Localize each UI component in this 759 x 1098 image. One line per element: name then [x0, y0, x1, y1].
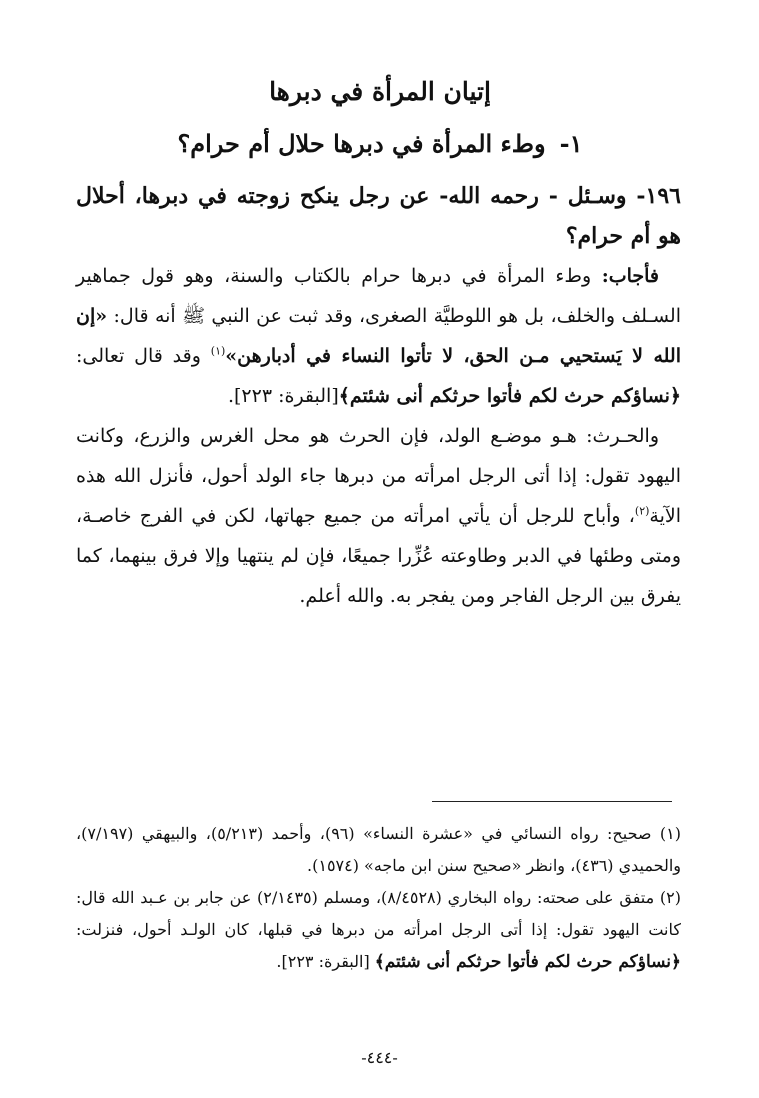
footnote-2-text-a: (٢) متفق على صحته: رواه البخاري (٨/٤٥٢٨)، ومسلم (٢/١٤٣٥) عن جابر بن عـبد الله قال: كانت اليهود تقول: إذا أتى الرجل امرأته من دبرها في قبلها، كان الولـد أحول، فنزلت: — [76, 888, 682, 939]
page-number: -٤٤٤- — [361, 1048, 398, 1067]
answer-text-2b: ، وأباح للرجل أن يأتي امرأته من جميع جهاتها، لكن في الفرج خاصـة، ومتى وطئها في الدبر وطاوعته عُزِّرا جميعًا، فإن لم ينتهيا وإلا فرق بينهما، كما يفرق بين الرجل الفاجر ومن يفجر به. والله أعلم. — [76, 505, 681, 607]
answer-text-2a: والحـرث: هـو موضـع الولد، فإن الحرث هو محل الغرس والزرع، وكانت اليهود تقول: إذا أتى الرجل امرأته من دبرها جاء الولد أحول، فأنزل الله هذه الآية — [76, 425, 681, 527]
footnote-divider — [432, 801, 672, 802]
footnote-2-verse: ﴿نساؤكم حرث لكم فأتوا حرثكم أنى شئتم﴾ — [374, 952, 681, 972]
footnote-2 — [76, 882, 681, 978]
answer-paragraph-2 — [76, 416, 681, 616]
chapter-title: إتيان المرأة في دبرها — [269, 77, 491, 106]
hadith-quote: «إن الله لا يَستحيي مـن الحق، لا تأتوا النساء في أدبارهن» — [76, 305, 681, 367]
quran-verse: ﴿نساؤكم حرث لكم فأتوا حرثكم أنى شئتم﴾ — [338, 385, 681, 407]
verse-reference: [البقرة: ٢٢٣]. — [227, 385, 339, 407]
answer-body — [76, 256, 681, 616]
section-number: ١- — [559, 129, 583, 158]
answer-text-1a: وطء المرأة في دبرها حرام بالكتاب والسنة، وهو قول جماهير السـلف والخلف، بل هو اللوطيَّة الصغرى، وقد ثبت عن النبي ﷺ أنه قال: — [76, 265, 681, 327]
footnote-2-text-b: [البقرة: ٢٢٣]. — [276, 952, 370, 971]
footnote-ref-1: (١) — [210, 344, 226, 358]
answer-paragraph-1 — [76, 256, 681, 416]
section-heading — [80, 124, 680, 164]
question-text: وسـئل - رحمه الله- عن رجل ينكح زوجته في دبرها، أحلال هو أم حرام؟ — [76, 183, 681, 249]
answer-text-1b: وقد قال تعالى: — [76, 345, 201, 367]
footnote-ref-2: (٢) — [634, 504, 650, 518]
section-title: وطء المرأة في دبرها حلال أم حرام؟ — [177, 129, 546, 158]
question-number: ١٩٦- — [636, 183, 681, 209]
footnotes — [76, 818, 681, 978]
question — [76, 176, 681, 256]
footnote-1: (١) صحيح: رواه النسائي في «عشرة النساء» (٩٦)، وأحمد (٥/٢١٣)، والبيهقي (٧/١٩٧)، والحميدي (٤٣٦)، وانظر «صحيح سنن ابن ماجه» (١٥٧٤). — [76, 824, 682, 875]
answer-label: فأجاب: — [601, 265, 659, 287]
